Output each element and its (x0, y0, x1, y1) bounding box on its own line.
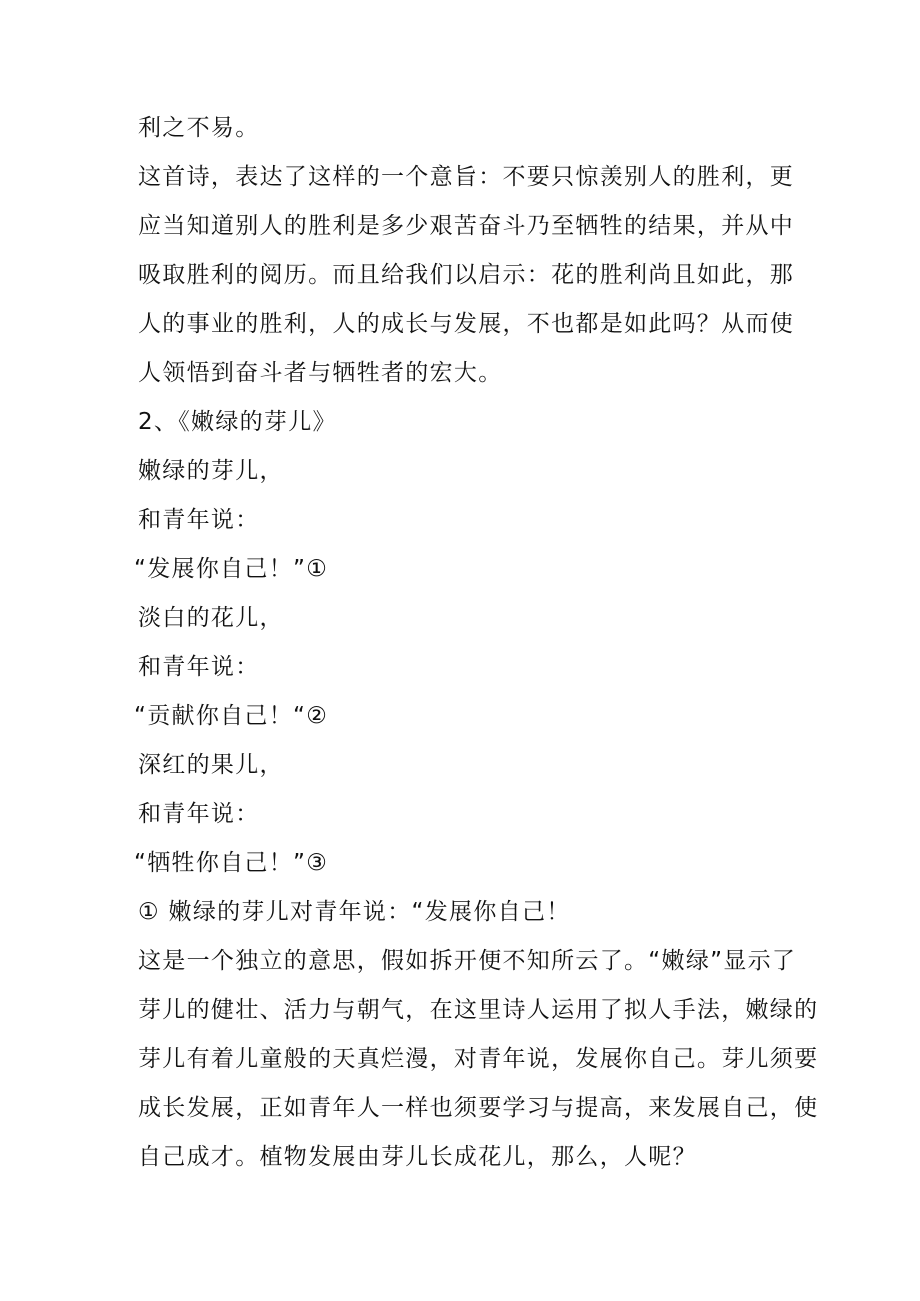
poem-line: 和青年说： (138, 801, 260, 827)
paragraph-line: 吸取胜利的阅历。而且给我们以启示：花的胜利尚且如此，那 (138, 262, 795, 288)
poem-quote-line: “发展你自己！”① (134, 556, 329, 582)
poem-line: 深红的果儿， (138, 752, 284, 778)
poem-line: 嫩绿的芽儿， (138, 458, 284, 484)
paragraph-line: 利之不易。 (138, 115, 260, 141)
poem-quote-line: “牺牲你自己！”③ (134, 850, 329, 876)
paragraph-line: 人领悟到奋斗者与牺牲者的宏大。 (138, 360, 503, 386)
paragraph-line: 这是一个独立的意思，假如拆开便不知所云了。“嫩绿”显示了 (138, 948, 797, 974)
poem-line: 淡白的花儿， (138, 605, 284, 631)
section-heading: 2、《嫩绿的芽儿》 (138, 409, 337, 435)
annotation-heading: ① 嫩绿的芽儿对青年说：“发展你自己！ (138, 899, 571, 925)
paragraph-line: 芽儿的健壮、活力与朝气，在这里诗人运用了拟人手法，嫩绿的 (138, 997, 819, 1023)
poem-line: 和青年说： (138, 654, 260, 680)
paragraph-line: 人的事业的胜利，人的成长与发展，不也都是如此吗？从而使 (138, 311, 795, 337)
paragraph-line: 成长发展，正如青年人一样也须要学习与提高，来发展自己，使 (138, 1095, 819, 1121)
paragraph-line: 自己成才。植物发展由芽儿长成花儿，那么，人呢？ (138, 1144, 697, 1170)
paragraph-line: 芽儿有着儿童般的天真烂漫，对青年说，发展你自己。芽儿须要 (138, 1046, 819, 1072)
paragraph-line: 应当知道别人的胜利是多少艰苦奋斗乃至牺牲的结果，并从中 (138, 213, 795, 239)
poem-quote-line: “贡献你自己！“② (134, 703, 329, 729)
paragraph-line: 这首诗，表达了这样的一个意旨：不要只惊羡别人的胜利，更 (138, 164, 795, 190)
poem-line: 和青年说： (138, 507, 260, 533)
document-body (134, 104, 819, 1182)
